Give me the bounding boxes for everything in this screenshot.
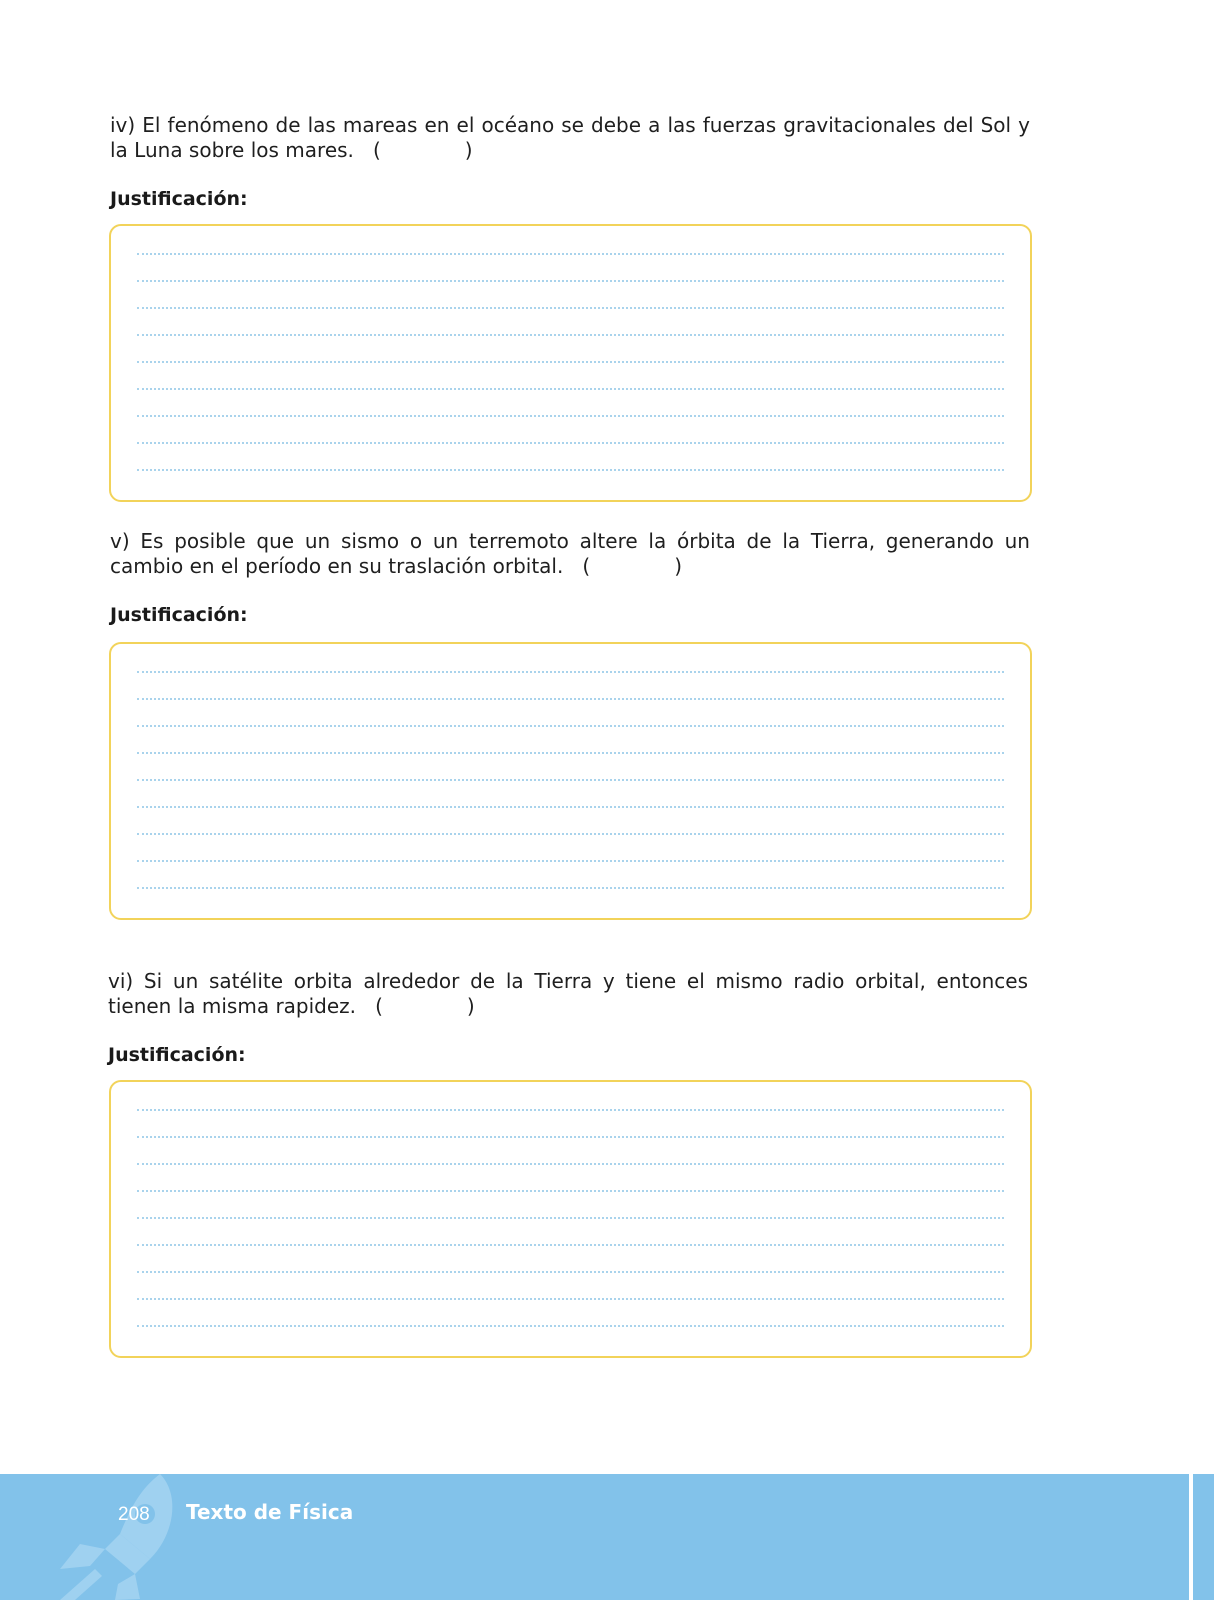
writing-line [137, 1190, 1004, 1192]
writing-line [137, 1298, 1004, 1300]
writing-line [137, 779, 1004, 781]
writing-line [137, 860, 1004, 862]
writing-line [137, 280, 1004, 282]
question-vi [108, 969, 1028, 1019]
writing-line [137, 725, 1004, 727]
writing-line [137, 1109, 1004, 1111]
rocket-icon [40, 1474, 190, 1600]
writing-line [137, 334, 1004, 336]
writing-line [137, 1271, 1004, 1273]
question-vi-text: vi) Si un satélite orbita alrededor de la Tierra y tiene el mismo radio orbital, entonces tienen la misma rapidez. [108, 969, 1028, 1018]
writing-line [137, 253, 1004, 255]
writing-line [137, 1244, 1004, 1246]
question-iv [110, 113, 1030, 163]
writing-line [137, 469, 1004, 471]
justification-label: Justificación: [110, 604, 248, 626]
book-title: Texto de Física [186, 1500, 354, 1524]
writing-line [137, 833, 1004, 835]
writing-line [137, 752, 1004, 754]
footer-edge [1193, 1474, 1214, 1600]
writing-line [137, 1325, 1004, 1327]
writing-line [137, 806, 1004, 808]
question-iv-text: iv) El fenómeno de las mareas en el océano se debe a las fuerzas gravitacionales del Sol y la Luna sobre los mares. [110, 113, 1030, 162]
writing-line [137, 388, 1004, 390]
writing-line [137, 307, 1004, 309]
justification-box[interactable] [109, 642, 1032, 920]
page-number: 208 [118, 1504, 150, 1525]
answer-blank[interactable]: ( ) [582, 554, 683, 578]
writing-line [137, 1136, 1004, 1138]
question-v [110, 529, 1030, 579]
justification-label: Justificación: [110, 188, 248, 210]
writing-line [137, 698, 1004, 700]
question-v-text: v) Es posible que un sismo o un terremoto altere la órbita de la Tierra, generando un cambio en el período en su traslación orbital. [110, 529, 1030, 578]
writing-line [137, 887, 1004, 889]
writing-line [137, 1217, 1004, 1219]
answer-blank[interactable]: ( ) [372, 138, 473, 162]
answer-blank[interactable]: ( ) [375, 994, 475, 1018]
writing-line [137, 671, 1004, 673]
justification-box[interactable] [109, 224, 1032, 502]
writing-line [137, 415, 1004, 417]
writing-line [137, 1163, 1004, 1165]
writing-line [137, 442, 1004, 444]
writing-line [137, 361, 1004, 363]
justification-box[interactable] [109, 1080, 1032, 1358]
justification-label: Justificación: [108, 1044, 246, 1066]
